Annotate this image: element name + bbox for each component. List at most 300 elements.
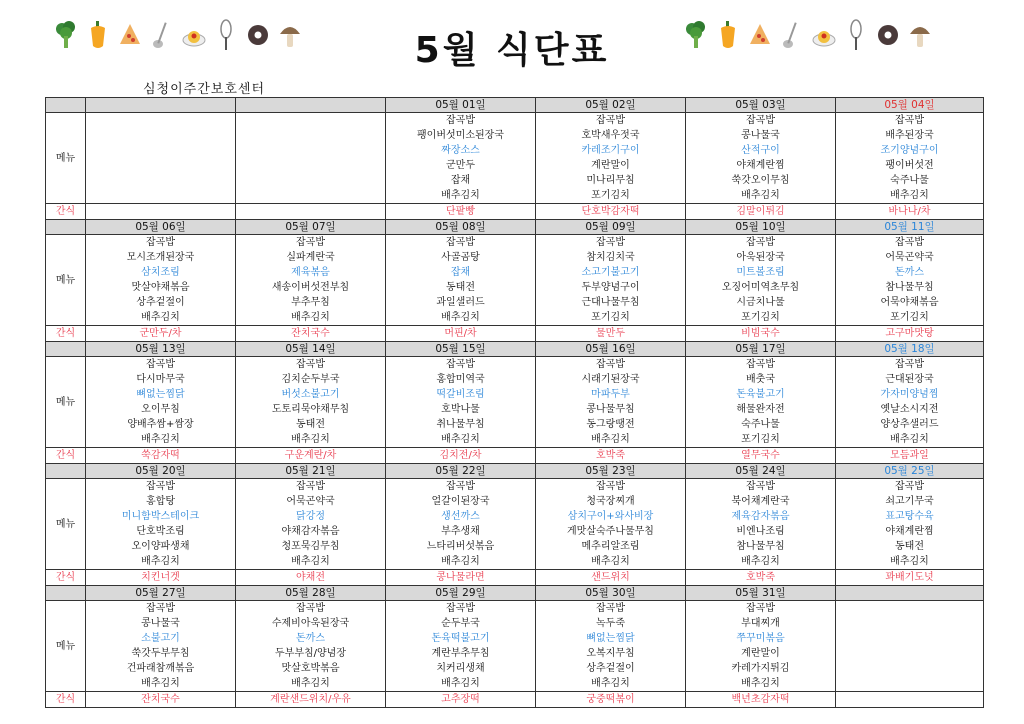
- meal-item: 옛날소시지전: [880, 404, 939, 415]
- meal-row: [46, 357, 984, 448]
- meal-item: 떡갈비조림: [436, 389, 485, 400]
- menu-table: [45, 97, 984, 708]
- meal-item: 잡곡밥: [596, 359, 625, 370]
- mushroom-icon: [277, 18, 303, 52]
- snack-cell: 계란샌드위치/우유: [236, 692, 386, 708]
- meal-row: [46, 601, 984, 692]
- date-cell: 05월 11일: [836, 220, 984, 235]
- meal-cell: [836, 235, 984, 326]
- meal-item: 포기김치: [890, 312, 929, 323]
- meal-item: 잡곡밥: [596, 603, 625, 614]
- meal-item: 닭강정: [296, 511, 325, 522]
- meal-item: 잡곡밥: [596, 481, 625, 492]
- snack-label: 간식: [46, 570, 86, 586]
- meal-cell: [236, 479, 386, 570]
- meal-item: 쑥갓오이무침: [731, 175, 790, 186]
- meal-item: 어묵곤약국: [286, 496, 335, 507]
- menu-label: 메뉴: [46, 479, 86, 570]
- meal-item: 잡곡밥: [146, 359, 175, 370]
- meal-cell: [536, 357, 686, 448]
- meal-item: 팽이버섯전: [885, 160, 934, 171]
- meal-item: 잡곡밥: [446, 115, 475, 126]
- meal-item: 숙주나물: [741, 419, 780, 430]
- meal-item: 북어채계란국: [731, 496, 790, 507]
- meal-item: 계란부추무침: [431, 648, 490, 659]
- meal-item: 쑥갓두부무침: [131, 648, 190, 659]
- meal-item: 청포묵김무침: [281, 541, 340, 552]
- meal-cell: [686, 235, 836, 326]
- mushroom-icon: [907, 18, 933, 52]
- meal-item: 상추겉절이: [136, 297, 185, 308]
- donut-icon: [875, 18, 901, 52]
- meal-item: 배추김치: [741, 678, 780, 689]
- meal-cell: [236, 235, 386, 326]
- meal-item: 배추김치: [890, 556, 929, 567]
- meal-item: 미트볼조림: [736, 267, 785, 278]
- date-cell: [86, 98, 236, 113]
- snack-cell: 단호박감자떡: [536, 204, 686, 220]
- meal-item: 동태전: [895, 541, 924, 552]
- meal-item: 배추김치: [591, 678, 630, 689]
- meal-item: 어묵곤약국: [885, 252, 934, 263]
- meal-item: 뼈없는찜닭: [136, 389, 185, 400]
- meal-cell: [386, 357, 536, 448]
- meal-cell: [836, 113, 984, 204]
- snack-cell: 비빔국수: [686, 326, 836, 342]
- snack-cell: 쑥감자떡: [86, 448, 236, 464]
- meal-cell: [836, 479, 984, 570]
- date-cell: 05월 16일: [536, 342, 686, 357]
- meal-item: 잡곡밥: [746, 481, 775, 492]
- snack-row: [46, 204, 984, 220]
- snack-row: [46, 326, 984, 342]
- meal-item: 배추김치: [591, 556, 630, 567]
- meal-item: 표고탕수육: [885, 511, 934, 522]
- meal-item: 잡채: [450, 175, 471, 186]
- meal-item: 잡곡밥: [446, 603, 475, 614]
- meal-item: 다시마무국: [136, 374, 185, 385]
- meal-item: 포기김치: [591, 312, 630, 323]
- snack-cell: 김치전/차: [386, 448, 536, 464]
- date-cell: [236, 98, 386, 113]
- meal-item: 청국장찌개: [586, 496, 635, 507]
- pepper-icon: [85, 18, 111, 52]
- snack-cell: 꽈배기도넛: [836, 570, 984, 586]
- meal-item: 아욱된장국: [736, 252, 785, 263]
- snack-cell: 치킨너겟: [86, 570, 236, 586]
- date-cell: 05월 01일: [386, 98, 536, 113]
- meal-item: 메추리알조림: [581, 541, 640, 552]
- meal-item: 잡곡밥: [446, 237, 475, 248]
- meal-item: 참치김치국: [586, 252, 635, 263]
- meal-cell: [236, 357, 386, 448]
- meal-cell: [86, 113, 236, 204]
- meal-item: 오복지무침: [586, 648, 635, 659]
- meal-item: 배추김치: [441, 190, 480, 201]
- pizza-slice-icon: [747, 18, 773, 52]
- date-cell: 05월 23일: [536, 464, 686, 479]
- meal-item: 근대된장국: [885, 374, 934, 385]
- meal-item: 오이무침: [141, 404, 180, 415]
- meal-item: 배추김치: [291, 434, 330, 445]
- date-row: [46, 464, 984, 479]
- date-cell: 05월 09일: [536, 220, 686, 235]
- date-cell: 05월 07일: [236, 220, 386, 235]
- meal-item: 배추김치: [591, 434, 630, 445]
- meal-item: 잡채: [450, 267, 471, 278]
- meal-item: 해물완자전: [736, 404, 785, 415]
- meal-item: 시래기된장국: [581, 374, 640, 385]
- meal-cell: [236, 601, 386, 692]
- meal-item: 단호박조림: [136, 526, 185, 537]
- meal-item: 근대나물무침: [581, 297, 640, 308]
- date-row-label: [46, 98, 86, 113]
- menu-label: 메뉴: [46, 113, 86, 204]
- snack-cell: 김말이튀김: [686, 204, 836, 220]
- meal-cell: [686, 601, 836, 692]
- meal-item: 두부부침/양념장: [275, 648, 346, 659]
- meal-item: 얼갈이된장국: [431, 496, 490, 507]
- broccoli-icon: [683, 18, 709, 52]
- meal-cell: [686, 113, 836, 204]
- snack-cell: 샌드위치: [536, 570, 686, 586]
- meal-item: 뼈없는찜닭: [586, 633, 635, 644]
- snack-row: [46, 448, 984, 464]
- meal-item: 미니함박스테이크: [121, 511, 200, 522]
- meal-item: 양상추샐러드: [880, 419, 939, 430]
- meal-item: 녹두죽: [596, 618, 625, 629]
- meal-cell: [86, 235, 236, 326]
- meal-item: 홍합탕: [146, 496, 175, 507]
- meal-item: 잡곡밥: [596, 115, 625, 126]
- date-cell: 05월 27일: [86, 586, 236, 601]
- date-row-label: [46, 220, 86, 235]
- meal-item: 치커리생채: [436, 663, 485, 674]
- pepper-icon: [715, 18, 741, 52]
- meal-item: 돈까스: [895, 267, 924, 278]
- meal-item: 야채계란찜: [885, 526, 934, 537]
- meal-item: 배추김치: [141, 312, 180, 323]
- meal-item: 잡곡밥: [146, 237, 175, 248]
- meal-item: 잡곡밥: [596, 237, 625, 248]
- meal-item: 배추김치: [441, 312, 480, 323]
- meal-item: 야채계란찜: [736, 160, 785, 171]
- meal-item: 시금치나물: [736, 297, 785, 308]
- date-cell: 05월 08일: [386, 220, 536, 235]
- meal-item: 군만두: [446, 160, 475, 171]
- meal-item: 잡곡밥: [446, 481, 475, 492]
- meal-item: 삼치구이+와사비장: [567, 511, 654, 522]
- snack-cell: 물만두: [536, 326, 686, 342]
- snack-cell: [236, 204, 386, 220]
- meal-cell: [386, 601, 536, 692]
- snack-cell: 궁중떡볶이: [536, 692, 686, 708]
- meal-item: 실파계란국: [286, 252, 335, 263]
- snack-cell: 잔치국수: [236, 326, 386, 342]
- snack-cell: [836, 692, 984, 708]
- meal-item: 배추김치: [890, 190, 929, 201]
- date-cell: 05월 30일: [536, 586, 686, 601]
- meal-item: 참나물무침: [736, 541, 785, 552]
- meal-item: 상추겉절이: [586, 663, 635, 674]
- meal-item: 배추김치: [141, 556, 180, 567]
- meal-item: 잡곡밥: [446, 359, 475, 370]
- meal-item: 건파래참깨볶음: [126, 663, 195, 674]
- meal-cell: [836, 601, 984, 692]
- meal-item: 카레가지튀김: [731, 663, 790, 674]
- snack-row: [46, 570, 984, 586]
- date-cell: 05월 20일: [86, 464, 236, 479]
- meal-item: 계란말이: [591, 160, 630, 171]
- meal-item: 팽이버섯미소된장국: [417, 130, 504, 141]
- meal-item: 잡곡밥: [895, 359, 924, 370]
- snack-cell: 백년초감자떡: [686, 692, 836, 708]
- meal-item: 오이양파생채: [131, 541, 190, 552]
- date-cell: 05월 18일: [836, 342, 984, 357]
- meal-item: 배추김치: [141, 434, 180, 445]
- meal-item: 두부양념구이: [581, 282, 640, 293]
- meal-item: 과일샐러드: [436, 297, 485, 308]
- meal-item: 배춧국: [746, 374, 775, 385]
- decoration-left: [53, 18, 303, 52]
- snack-label: 간식: [46, 692, 86, 708]
- snack-cell: 군만두/차: [86, 326, 236, 342]
- meal-item: 호박새우젓국: [581, 130, 640, 141]
- meal-item: 비엔나조림: [736, 526, 785, 537]
- meal-item: 새송이버섯전부침: [271, 282, 350, 293]
- meal-cell: [686, 479, 836, 570]
- meal-item: 잡곡밥: [296, 359, 325, 370]
- meal-item: 잡곡밥: [296, 237, 325, 248]
- meal-item: 배추김치: [441, 434, 480, 445]
- snack-cell: 단팥빵: [386, 204, 536, 220]
- date-row: [46, 342, 984, 357]
- meal-item: 취나물무침: [436, 419, 485, 430]
- center-name: 심청이주간보호센터: [143, 82, 266, 97]
- meal-item: 짜장소스: [441, 145, 480, 156]
- meal-item: 잡곡밥: [746, 237, 775, 248]
- meal-item: 배추된장국: [885, 130, 934, 141]
- meal-item: 제육볶음: [291, 267, 330, 278]
- meal-item: 배추김치: [291, 312, 330, 323]
- snack-cell: 모듬과일: [836, 448, 984, 464]
- meal-item: 가자미양념찜: [880, 389, 939, 400]
- meal-item: 배추김치: [441, 678, 480, 689]
- meal-item: 사골곰탕: [441, 252, 480, 263]
- meal-item: 동그랑땡전: [586, 419, 635, 430]
- snack-cell: 열무국수: [686, 448, 836, 464]
- snack-label: 간식: [46, 204, 86, 220]
- snack-row: [46, 692, 984, 708]
- spaghetti-plate-icon: [181, 18, 207, 52]
- date-cell: 05월 17일: [686, 342, 836, 357]
- meal-item: 포기김치: [591, 190, 630, 201]
- meal-item: 김치순두부국: [281, 374, 340, 385]
- broccoli-icon: [53, 18, 79, 52]
- spoon-icon: [149, 18, 175, 52]
- snack-cell: 고구마맛탕: [836, 326, 984, 342]
- meal-item: 잡곡밥: [895, 115, 924, 126]
- meal-item: 배추김치: [741, 190, 780, 201]
- date-cell: 05월 04일: [836, 98, 984, 113]
- meal-item: 마파두부: [591, 389, 630, 400]
- meal-item: 미나리무침: [586, 175, 635, 186]
- date-cell: 05월 06일: [86, 220, 236, 235]
- meal-item: 소고기불고기: [581, 267, 640, 278]
- meal-item: 느타리버섯볶음: [426, 541, 495, 552]
- meal-item: 돈육불고기: [736, 389, 785, 400]
- meal-item: 홍합미역국: [436, 374, 485, 385]
- date-cell: 05월 21일: [236, 464, 386, 479]
- donut-icon: [245, 18, 271, 52]
- date-cell: 05월 25일: [836, 464, 984, 479]
- meal-item: 콩나물국: [141, 618, 180, 629]
- meal-item: 도토리묵야채무침: [271, 404, 350, 415]
- snack-cell: 잔치국수: [86, 692, 236, 708]
- meal-item: 조기양념구이: [880, 145, 939, 156]
- date-cell: 05월 29일: [386, 586, 536, 601]
- meal-cell: [536, 601, 686, 692]
- meal-item: 생선까스: [441, 511, 480, 522]
- meal-item: 포기김치: [741, 312, 780, 323]
- meal-cell: [86, 357, 236, 448]
- meal-item: 배추김치: [441, 556, 480, 567]
- meal-item: 부대찌개: [741, 618, 780, 629]
- meal-item: 돈육떡불고기: [431, 633, 490, 644]
- snack-label: 간식: [46, 326, 86, 342]
- pizza-slice-icon: [117, 18, 143, 52]
- date-row-label: [46, 464, 86, 479]
- date-row-label: [46, 586, 86, 601]
- menu-label: 메뉴: [46, 357, 86, 448]
- date-cell: 05월 13일: [86, 342, 236, 357]
- meal-item: 맛살야채볶음: [131, 282, 190, 293]
- meal-item: 쭈꾸미볶음: [736, 633, 785, 644]
- date-cell: 05월 14일: [236, 342, 386, 357]
- snack-cell: 구운계란/차: [236, 448, 386, 464]
- meal-item: 게맛살숙주나물무침: [567, 526, 654, 537]
- meal-row: [46, 479, 984, 570]
- spoon-icon: [779, 18, 805, 52]
- meal-item: 산적구이: [741, 145, 780, 156]
- date-row: [46, 220, 984, 235]
- snack-label: 간식: [46, 448, 86, 464]
- meal-row: [46, 113, 984, 204]
- snack-cell: 야채전: [236, 570, 386, 586]
- meal-item: 콩나물무침: [586, 404, 635, 415]
- meal-item: 삼치조림: [141, 267, 180, 278]
- meal-item: 잡곡밥: [296, 603, 325, 614]
- date-cell: 05월 03일: [686, 98, 836, 113]
- meal-row: [46, 235, 984, 326]
- date-cell: 05월 10일: [686, 220, 836, 235]
- meal-cell: [386, 113, 536, 204]
- meal-item: 잡곡밥: [146, 603, 175, 614]
- date-cell: 05월 02일: [536, 98, 686, 113]
- snack-cell: 고추장떡: [386, 692, 536, 708]
- meal-item: 맛살호박볶음: [281, 663, 340, 674]
- snack-cell: 바나나/차: [836, 204, 984, 220]
- whisk-icon: [843, 18, 869, 52]
- snack-cell: 호박죽: [536, 448, 686, 464]
- meal-item: 배추김치: [291, 678, 330, 689]
- spaghetti-plate-icon: [811, 18, 837, 52]
- date-row: [46, 98, 984, 113]
- date-cell: 05월 15일: [386, 342, 536, 357]
- date-row: [46, 586, 984, 601]
- meal-cell: [536, 235, 686, 326]
- meal-item: 배추김치: [890, 434, 929, 445]
- meal-item: 배추김치: [141, 678, 180, 689]
- meal-item: 어묵야채볶음: [880, 297, 939, 308]
- meal-item: 야채감자볶음: [281, 526, 340, 537]
- meal-item: 부추생채: [441, 526, 480, 537]
- date-cell: 05월 22일: [386, 464, 536, 479]
- meal-item: 소불고기: [141, 633, 180, 644]
- meal-item: 양배추쌈+쌈장: [127, 419, 194, 430]
- meal-item: 수제비아욱된장국: [271, 618, 350, 629]
- meal-cell: [536, 479, 686, 570]
- meal-item: 참나물무침: [885, 282, 934, 293]
- snack-cell: 호박죽: [686, 570, 836, 586]
- meal-item: 오징어미역초무침: [721, 282, 800, 293]
- whisk-icon: [213, 18, 239, 52]
- meal-item: 잡곡밥: [895, 237, 924, 248]
- meal-item: 잡곡밥: [746, 603, 775, 614]
- snack-cell: 머핀/차: [386, 326, 536, 342]
- meal-item: 콩나물국: [741, 130, 780, 141]
- meal-item: 부추무침: [291, 297, 330, 308]
- meal-item: 카레조기구이: [581, 145, 640, 156]
- meal-item: 계란말이: [741, 648, 780, 659]
- meal-cell: [686, 357, 836, 448]
- meal-cell: [386, 235, 536, 326]
- meal-item: 잡곡밥: [146, 481, 175, 492]
- meal-item: 잡곡밥: [296, 481, 325, 492]
- meal-cell: [536, 113, 686, 204]
- page-title: 5월 식단표: [414, 30, 610, 71]
- meal-item: 버섯소불고기: [281, 389, 340, 400]
- meal-item: 쇠고기무국: [885, 496, 934, 507]
- meal-item: 배추김치: [741, 556, 780, 567]
- meal-cell: [836, 357, 984, 448]
- date-row-label: [46, 342, 86, 357]
- meal-cell: [386, 479, 536, 570]
- meal-item: 배추김치: [291, 556, 330, 567]
- decoration-right: [683, 18, 933, 52]
- meal-item: 숙주나물: [890, 175, 929, 186]
- menu-label: 메뉴: [46, 601, 86, 692]
- date-cell: 05월 28일: [236, 586, 386, 601]
- date-cell: 05월 31일: [686, 586, 836, 601]
- meal-cell: [86, 601, 236, 692]
- meal-item: 잡곡밥: [746, 115, 775, 126]
- meal-item: 돈까스: [296, 633, 325, 644]
- meal-item: 잡곡밥: [746, 359, 775, 370]
- meal-item: 동태전: [446, 282, 475, 293]
- meal-item: 잡곡밥: [895, 481, 924, 492]
- meal-cell: [236, 113, 386, 204]
- meal-item: 모시조개된장국: [126, 252, 195, 263]
- meal-item: 제육감자볶음: [731, 511, 790, 522]
- meal-item: 포기김치: [741, 434, 780, 445]
- date-cell: [836, 586, 984, 601]
- meal-item: 호박나물: [441, 404, 480, 415]
- meal-cell: [86, 479, 236, 570]
- meal-item: 동태전: [296, 419, 325, 430]
- menu-label: 메뉴: [46, 235, 86, 326]
- meal-item: 순두부국: [441, 618, 480, 629]
